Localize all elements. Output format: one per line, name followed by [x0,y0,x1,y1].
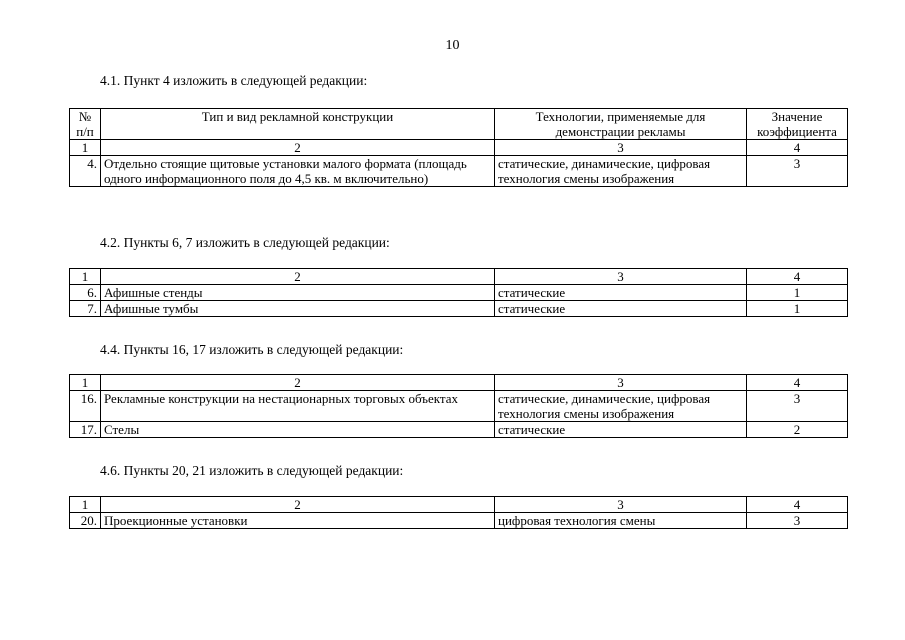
row-coefficient: 3 [747,156,848,187]
index-cell: 1 [70,375,101,391]
row-number: 16. [70,391,101,422]
index-cell: 3 [495,140,747,156]
table-header-row [70,109,848,140]
row-technology: статические [495,285,747,301]
row-coefficient: 3 [747,513,848,529]
row-number: 7. [70,301,101,317]
table-row [70,301,848,317]
table-row [70,513,848,529]
table-row [70,156,848,187]
table-index-row [70,497,848,513]
index-cell: 4 [747,140,848,156]
index-cell: 2 [101,140,495,156]
table-4-2 [69,268,848,317]
header-type: Тип и вид рекламной конструкции [101,109,495,140]
row-type: Стелы [101,422,495,438]
row-number: 20. [70,513,101,529]
row-type: Афишные стенды [101,285,495,301]
table-4-1 [69,108,848,187]
row-type: Проекционные установки [101,513,495,529]
table-row [70,391,848,422]
index-cell: 3 [495,375,747,391]
header-coefficient: Значение коэффициента [747,109,848,140]
row-technology: цифровая технология смены [495,513,747,529]
row-coefficient: 1 [747,285,848,301]
table-4-6 [69,496,848,529]
header-number: № п/п [70,109,101,140]
row-number: 6. [70,285,101,301]
row-type: Рекламные конструкции на нестационарных торговых объектах [101,391,495,422]
section-heading-4-2: 4.2. Пункты 6, 7 изложить в следующей редакции: [100,235,390,250]
row-coefficient: 2 [747,422,848,438]
index-cell: 4 [747,269,848,285]
index-cell: 4 [747,375,848,391]
section-heading-4-6: 4.6. Пункты 20, 21 изложить в следующей редакции: [100,463,404,478]
index-cell: 1 [70,140,101,156]
index-cell: 1 [70,497,101,513]
row-number: 4. [70,156,101,187]
table-row [70,285,848,301]
table-row [70,422,848,438]
page-number: 10 [445,38,460,53]
index-cell: 4 [747,497,848,513]
index-cell: 3 [495,497,747,513]
row-technology: статические [495,422,747,438]
section-heading-4-4: 4.4. Пункты 16, 17 изложить в следующей редакции: [100,342,404,357]
row-technology: статические, динамические, цифровая технология смены изображения [495,156,747,187]
row-coefficient: 1 [747,301,848,317]
row-number: 17. [70,422,101,438]
index-cell: 2 [101,269,495,285]
table-index-row [70,269,848,285]
index-cell: 2 [101,497,495,513]
section-heading-4-1: 4.1. Пункт 4 изложить в следующей редакции: [100,73,368,88]
table-index-row [70,375,848,391]
row-coefficient: 3 [747,391,848,422]
index-cell: 1 [70,269,101,285]
row-type: Афишные тумбы [101,301,495,317]
index-cell: 3 [495,269,747,285]
index-cell: 2 [101,375,495,391]
row-type: Отдельно стоящие щитовые установки малого формата (площадь одного информационного поля до 4,5 кв. м включительно) [101,156,495,187]
row-technology: статические [495,301,747,317]
header-technology: Технологии, применяемые для демонстрации рекламы [495,109,747,140]
row-technology: статические, динамические, цифровая технология смены изображения [495,391,747,422]
table-index-row [70,140,848,156]
table-4-4 [69,374,848,438]
